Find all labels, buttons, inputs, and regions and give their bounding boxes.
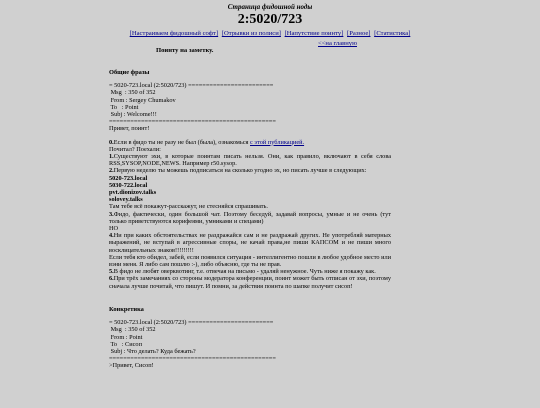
nav-link-policy[interactable]: [Отрывки из полиси] bbox=[221, 30, 281, 37]
quoted-greeting: >Привет, Сисоп! bbox=[109, 362, 154, 370]
message-header-line: From : Sergey Chumakov bbox=[109, 96, 176, 104]
section-heading-specifics: Конкретика bbox=[109, 305, 144, 313]
message-header-line: To : Сисоп bbox=[109, 340, 142, 348]
paragraph-0-after: Почитал? Поехали: bbox=[109, 145, 161, 153]
page bbox=[0, 3, 540, 408]
message-header-line: Subj : Welcome!!! bbox=[109, 111, 157, 119]
paragraph-5: 5.В фидо не любят оверквотинг, т.е. отвечая на письмо - удаляй ненужное. Чуть ниже я покажу как. bbox=[109, 268, 376, 276]
echo-name: pvt.dionizov.talks bbox=[109, 189, 157, 197]
message-header-line: To : Point bbox=[109, 103, 139, 111]
echo-name: 5030-722.local bbox=[109, 181, 148, 189]
nav-link-misc[interactable]: [Разное] bbox=[347, 30, 371, 37]
page-subtitle: Страница фидошной ноды bbox=[227, 3, 313, 11]
paragraph-no: НО bbox=[109, 225, 119, 233]
nav-link-point-advice[interactable]: [Напутствие поинту] bbox=[284, 30, 344, 37]
paragraph-1: 1.Существуют эхи, в которые поинтам писать нельзя. Они, как правило, включают в себя слова RSS,SYSOP,NODE,NEWS. Например r50.sysop. bbox=[109, 153, 391, 168]
message-header-line: = 5020-723.local (2:5020/723) ======================== bbox=[109, 319, 274, 327]
back-link-container bbox=[318, 40, 357, 47]
page-title: 2:5020/723 bbox=[237, 12, 303, 27]
nav-link-stats[interactable]: [Статистика] bbox=[374, 30, 411, 37]
paragraph-6: 6.При трёх замечаниях со стороны модератора конференции, поинт может быть отписан от эхи, поэтому сначала лучше почитай, что пишут. И помни, за действия поинта по шапке получит сисоп! bbox=[109, 275, 391, 290]
echo-name: solovey.talks bbox=[109, 196, 143, 204]
paragraph-4b: Если тебя кто обидел, забей, если появился ситуация - интеллигентно пошли в любое удобное место или вэни меня. Я либо сам пошлю :-), либо объясню, где ты не прав. bbox=[109, 253, 391, 269]
message-header-line: From : Point bbox=[109, 333, 143, 341]
back-to-main-link[interactable]: <<на главную bbox=[318, 40, 357, 47]
main-content bbox=[109, 69, 391, 370]
echo-name: 5020-723.local bbox=[109, 174, 148, 182]
section-heading-general: Общие фразы bbox=[109, 69, 150, 76]
paragraph-4: 4.Ни при каких обстоятельствах не раздражайся сам и не раздражай других. Не употребляй матерных выражений, не вступай в агрессивные споры, не качай права,не пиши КАПСОМ и не пиши много восклицательных знаков!!!!!!!!! bbox=[109, 232, 391, 254]
note-heading: Поинту на заметку. bbox=[156, 47, 214, 54]
message-header-line: =============================================== bbox=[109, 355, 276, 363]
nav-link-software[interactable]: [Настраиваем фидошный софт] bbox=[129, 30, 219, 37]
header bbox=[0, 3, 540, 38]
publication-link[interactable]: с этой публикацией. bbox=[250, 138, 305, 146]
greeting: Привет, поинт! bbox=[109, 125, 150, 133]
nav-bar bbox=[0, 29, 540, 38]
message-header-line: =============================================== bbox=[109, 118, 276, 126]
message-header-line: = 5020-723.local (2:5020/723) ======================== bbox=[109, 82, 274, 90]
message-header-line: Subj : Что делать? Куда бежать? bbox=[109, 347, 196, 355]
message-header-line: Msg : 350 of 352 bbox=[109, 89, 156, 97]
paragraph-0: 0.Если в фидо ты не разу не был (была), ознакомься с этой публикацией. bbox=[109, 138, 305, 146]
paragraph-2: 2.Первую неделю ты можешь подписаться на сколько угодно эх, но писать лучше в следующих: bbox=[109, 167, 367, 175]
paragraph-3: 3.Фидо, фактически, один большой чат. Поэтому беседуй, задавай вопросы, умные и не очень (тут только приветствуются корифеями, умниками и спецами) bbox=[109, 210, 391, 225]
paragraph-2-after: Там тебе всё покажут-расскажут, не стесняйся спрашивать. bbox=[109, 203, 269, 211]
message-header-line: Msg : 350 of 352 bbox=[109, 326, 156, 334]
